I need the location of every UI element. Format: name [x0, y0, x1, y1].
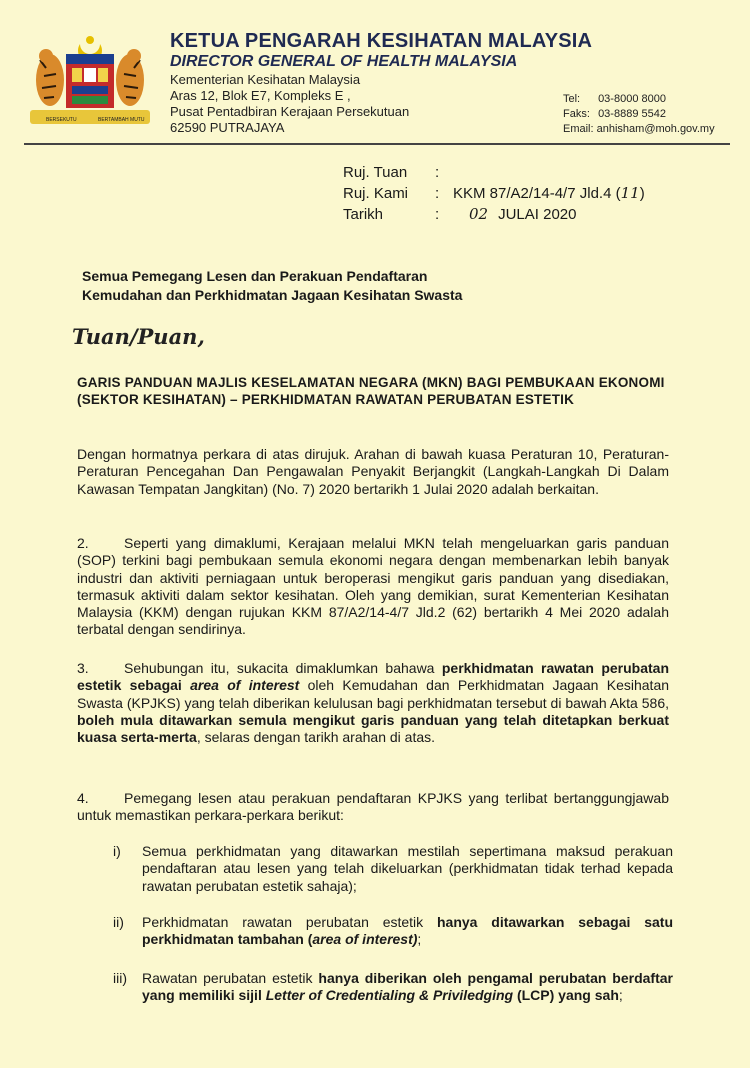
letterhead-contact [563, 92, 715, 137]
address-line: Aras 12, Blok E7, Kompleks E , [170, 88, 351, 103]
address-line: Kementerian Kesihatan Malaysia [170, 72, 361, 87]
plain-text: Perkhidmatan rawatan perubatan estetik [142, 914, 437, 930]
bold-text: hanya diberikan oleh pengamal perubatan berdaftar yang memiliki sijil [142, 970, 673, 1004]
letter-subject: GARIS PANDUAN MAJLIS KESELAMATAN NEGARA (MKN) BAGI PEMBUKAAN EKONOMI (SEKTOR KESIHATAN) – PERKHIDMATAN RAWATAN PERUBATAN ESTETIK [77, 375, 665, 407]
recipient-line: Kemudahan dan Perkhidmatan Jagaan Kesihatan Swasta [82, 287, 463, 303]
letterhead-subtitle: DIRECTOR GENERAL OF HEALTH MALAYSIA [170, 53, 518, 70]
paragraph-text: Pemegang lesen atau perakuan pendaftaran KPJKS yang terlibat bertanggungjawab untuk memastikan perkara-perkara berikut: [77, 790, 669, 824]
list-item [113, 914, 673, 949]
ruj-kami-value: KKM 87/A2/14-4/7 Jld.4 ( [453, 185, 621, 202]
ruj-kami-label: Ruj. Kami [343, 185, 409, 202]
plain-text: ; [618, 987, 623, 1004]
tiger-right-icon [116, 49, 144, 106]
list-item-text: Semua perkhidmatan yang ditawarkan mestilah sepertimana maksud perakuan pendaftaran atau lesen yang telah dikeluarkan (perkhidmatan tidak terhad kepada rawatan perubatan estetik sahaja); [142, 843, 673, 894]
paragraph-number: 2. [77, 535, 89, 551]
ruj-kami-handwritten-number: 11 [620, 184, 640, 202]
bold-text: perkhidmatan rawatan perubatan estetik sebagai [77, 660, 669, 694]
paragraph-1: Dengan hormatnya perkara di atas dirujuk. Arahan di bawah kuasa Peraturan 10, Peraturan-Peraturan Pencegahan Dan Pengawalan Penyakit Berjangkit (Langkah-Langkah Di Dalam Kawasan Tempatan Jangkitan) (No. 7) 2020 bertarikh 1 Julai 2020 adalah berkaitan. [77, 446, 669, 497]
list-item-number: iii) [113, 970, 127, 986]
bold-text: (LCP) yang sah [513, 987, 619, 1004]
paragraph-number: 4. [77, 790, 89, 806]
colon: : [435, 164, 440, 181]
list-item-text [142, 914, 673, 949]
bold-italic-text: Letter of Credentialing & Priviledging [265, 987, 514, 1004]
tarikh-value: JULAI 2020 [498, 206, 577, 223]
email-value[interactable]: anhisham@moh.gov.my [596, 123, 715, 135]
bold-text: hanya ditawarkan sebagai satu perkhidmatan tambahan ( [142, 914, 673, 948]
plain-text: ; [417, 931, 422, 948]
tarikh-label: Tarikh [343, 206, 384, 223]
paragraph-text: , selaras dengan tarikh arahan di atas. [196, 729, 436, 746]
colon: : [435, 206, 440, 223]
letterhead-title: KETUA PENGARAH KESIHATAN MALAYSIA [170, 30, 593, 52]
list-item-number: i) [113, 843, 121, 859]
recipient-line: Semua Pemegang Lesen dan Perakuan Pendaftaran [82, 268, 428, 284]
tel-label: Tel: [563, 93, 581, 105]
paragraph-number: 3. [77, 660, 89, 676]
list-item-number: ii) [113, 914, 124, 930]
paragraph-text: Sehubungan itu, sukacita dimaklumkan bahawa [124, 660, 442, 676]
bold-text: boleh mula ditawarkan semula mengikut garis panduan yang telah ditetapkan berkuat kuasa serta-merta [77, 711, 669, 746]
list-item [113, 843, 673, 895]
paragraph-2 [77, 535, 669, 639]
letterhead-address [170, 72, 409, 136]
address-line: Pusat Pentadbiran Kerajaan Persekutuan [170, 104, 410, 119]
recipient-block [82, 267, 462, 305]
address-line: 62590 PUTRAJAYA [170, 120, 285, 135]
colon: : [435, 185, 440, 202]
plain-text: Rawatan perubatan estetik [142, 970, 319, 986]
list-item [113, 970, 673, 1005]
tel-value: 03-8000 8000 [598, 93, 666, 105]
list-item-text [142, 970, 673, 1005]
crest-ribbon-right-text: BERTAMBAH MUTU [98, 117, 145, 123]
ruj-tuan-label: Ruj. Tuan [343, 164, 408, 181]
salutation-handwritten: Tuan/Puan, [72, 324, 205, 349]
ruj-kami-close: ) [639, 185, 645, 202]
bold-italic-text: area of interest [190, 677, 300, 694]
fax-value: 03-8889 5542 [598, 108, 666, 120]
fax-label: Faks: [563, 108, 590, 120]
malaysia-coat-of-arms [24, 30, 156, 130]
paragraph-text: Seperti yang dimaklumi, Kerajaan melalui MKN telah mengeluarkan garis panduan (SOP) terkini bagi pembukaan semula ekonomi negara dengan membenarkan lebih banyak industri dan aktiviti perniagaan untuk beroperasi mengikut garis panduan yang disediakan, termasuk aktiviti dalam sektor kesihatan. Oleh yang demikian, surat Kementerian Kesihatan Malaysia (KKM) dengan rujukan KKM 87/A2/14-4/7 Jld.2 (62) bertarikh 4 Mei 2020 adalah terbatal dengan sendirinya. [77, 535, 669, 638]
reference-block [343, 162, 645, 225]
paragraph-4 [77, 790, 669, 825]
tarikh-handwritten-day: 02 [469, 205, 489, 223]
paragraph-3 [77, 660, 669, 746]
crest-ribbon-left-text: BERSEKUTU [46, 117, 77, 123]
paragraph-text: oleh Kemudahan dan Perkhidmatan Jagaan Kesihatan Swasta (KPJKS) yang telah diberikan kelulusan bagi perkhidmatan tersebut di bawah Akta 586, [77, 677, 670, 711]
tiger-left-icon [36, 49, 64, 106]
letterhead-divider [24, 143, 730, 145]
bold-italic-text: area of interest) [312, 931, 418, 948]
shield-icon [66, 54, 114, 108]
email-label: Email: [563, 123, 594, 135]
